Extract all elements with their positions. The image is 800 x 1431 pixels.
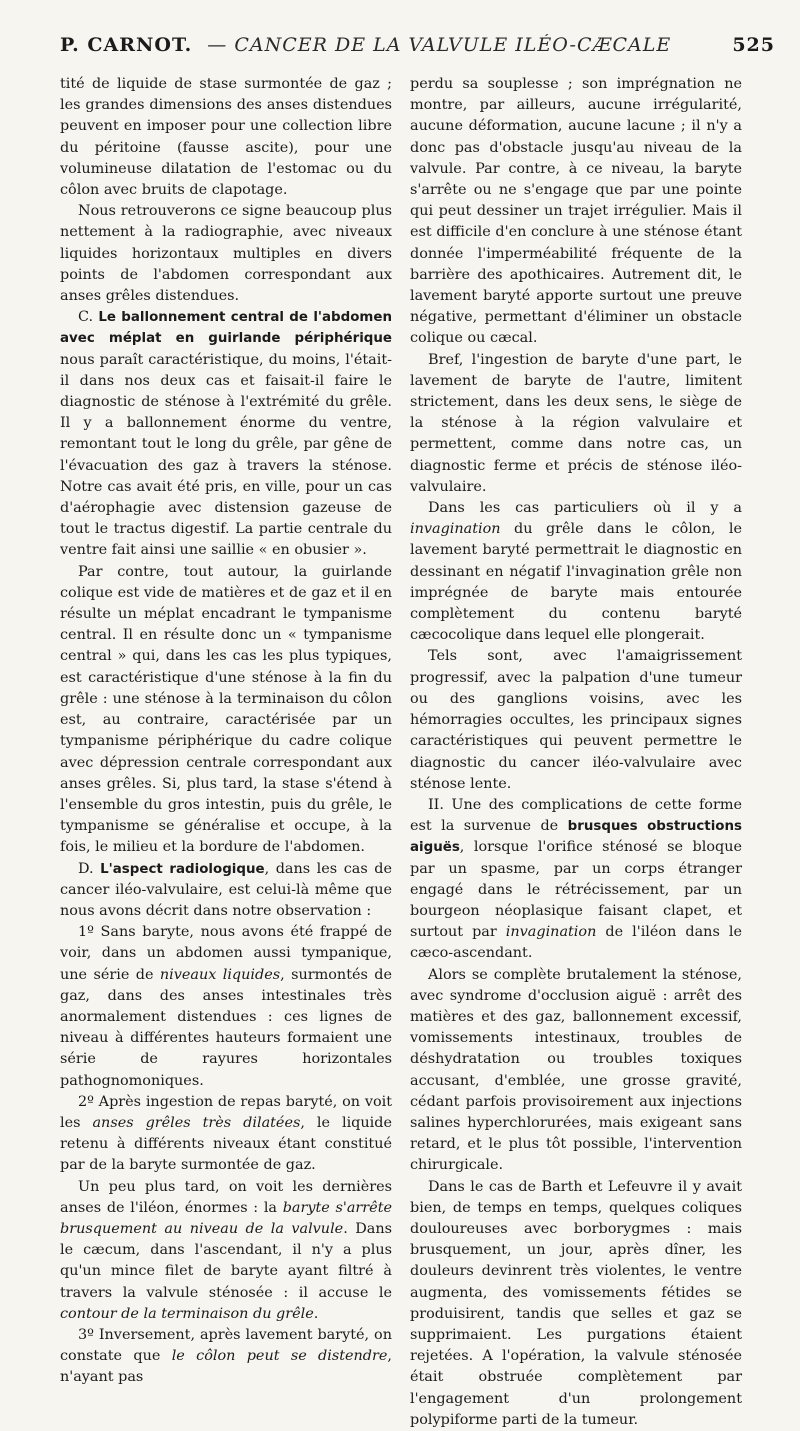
p7-text-b: , le liquide retenu à différents niveaux étant constitué par de la baryte surmontée de gaz. bbox=[60, 1114, 392, 1174]
p7-italic: anses grêles très dilatées bbox=[92, 1114, 301, 1131]
p8-italic-2: contour de la terminaison du grêle bbox=[60, 1305, 314, 1322]
p9-text-b: , n'ayant pas bbox=[60, 1348, 392, 1386]
section-ii-label: II. bbox=[428, 796, 444, 813]
p9-italic: le côlon peut se distendre bbox=[171, 1348, 388, 1365]
section-c-label: C. bbox=[78, 309, 94, 326]
rp5-text-b: , lorsque l'orifice sténosé se bloque par un spasme, par un corps étranger engagé dans le rétrécissement, par un bourgeon néoplasique faisant clapet, et surtout par bbox=[410, 839, 742, 941]
section-d-heading: L'aspect radiologique bbox=[100, 861, 265, 877]
section-ii-paragraph bbox=[410, 795, 742, 965]
p7-text-a: 2º Après ingestion de repas baryté, on voit les bbox=[60, 1093, 392, 1131]
section-d-label: D. bbox=[78, 860, 94, 877]
section-d-text: , dans les cas de cancer iléo-valvulaire, est celui-là même que nous avons décrit dans notre observation : bbox=[60, 860, 392, 919]
left-paragraph-8 bbox=[60, 1177, 392, 1325]
p6-italic: niveaux liquides bbox=[159, 966, 281, 983]
rp5-text-c: de l'iléon dans le cæco-ascendant. bbox=[410, 924, 742, 962]
right-paragraph-1: perdu sa souplesse ; son imprégnation ne montre, par ailleurs, aucune irrégularité, aucune déformation, aucune lacune ; il n'y a donc pas d'obstacle jusqu'au niveau de la valvule. Par contre, à ce niveau, la baryte s'arrête ou ne s'engage que par une pointe qui peut dessiner un trajet irrégulier. Mais il est difficile d'en conclure à une sténose étant donnée l'imperméabilité fréquente de la barrière des apothicaires. Autrement dit, le lavement baryté apporte surtout une preuve négative, permettant d'éliminer un obstacle colique ou cæcal. bbox=[410, 76, 742, 347]
right-paragraph-2: Bref, l'ingestion de baryte d'une part, le lavement de baryte de l'autre, limitent strictement, dans les deux sens, le siège de la sténose à la région valvulaire et permettent, comme dans notre cas, un diagnostic ferme et précis de sténose iléo-valvulaire. bbox=[410, 351, 742, 495]
rp3-text-b: du grêle dans le côlon, le lavement baryté permettrait le diagnostic en dessinant en négatif l'invagination grêle non imprégnée de baryte mais entourée complètement du contenu baryté cæcocolique dans lequel elle plongerait. bbox=[410, 521, 742, 644]
left-column bbox=[60, 74, 392, 1389]
right-paragraph-6: Alors se complète brutalement la sténose, avec syndrome d'occlusion aiguë : arrêt des matières et des gaz, ballonnement excessif, vomissements intestinaux, troubles de déshydratation ou troubles toxiques accusant, d'emblée, une grosse gravité, cédant parfois provisoirement aux injections salines hyperchlorurées, mais exigeant sans retard, et le plus tôt possible, l'intervention chirurgicale. bbox=[410, 966, 742, 1174]
left-paragraph-7 bbox=[60, 1092, 392, 1177]
p8-italic-1: baryte s'arrête brusquement au niveau de la valvule bbox=[60, 1199, 392, 1237]
left-paragraph-4: Par contre, tout autour, la guirlande colique est vide de matières et de gaz et il en résulte un méplat encadrant le tympanisme central. Il en résulte donc un « tympanisme central » qui, dans les cas les plus typiques, est caractéristique d'une sténose à la fin du grêle : une sténose à la terminaison du côlon est, au contraire, caractérisée par un tympanisme périphérique du cadre colique avec dépression centrale correspondant aux anses grêles. Si, plus tard, la stase s'étend à l'ensemble du gros intestin, puis du grêle, le tympanisme se généralise et occupe, à la fois, le milieu et la bordure de l'abdomen. bbox=[60, 563, 392, 856]
page-number: 525 bbox=[732, 34, 775, 56]
p8-text-c: . bbox=[313, 1305, 319, 1322]
rp3-italic: invagination bbox=[410, 521, 501, 538]
right-paragraph-7: Dans le cas de Barth et Lefeuvre il y avait bien, de temps en temps, quelques coliques douloureuses avec borborygmes : mais brusquement, un jour, après dîner, les douleurs devinrent très violentes, le ventre augmenta, des vomissements fétides se produisirent, tandis que selles et gaz se supprimaient. Les purgations étaient rejetées. A l'opération, la valvule sténosée était obstruée complètement par l'engagement d'un prolongement polypiforme parti de la tumeur. bbox=[410, 1178, 742, 1428]
section-d-paragraph bbox=[60, 859, 392, 923]
section-c-heading: Le ballonnement central de l'abdomen avec méplat en guirlande périphérique bbox=[60, 310, 392, 347]
header-author: P. CARNOT. bbox=[60, 34, 193, 56]
p6-text-b: , surmontés de gaz, dans des anses intestinales très anormalement distendues : ces lignes de niveau à différentes hauteurs formaient une série de rayures horizontales pathognomoniques. bbox=[60, 966, 392, 1089]
rp5-text-a: Une des complications de cette forme est la survenue de bbox=[410, 796, 742, 835]
section-c-paragraph bbox=[60, 307, 392, 561]
p8-text-b: . Dans le cæcum, dans l'ascendant, il n'y a plus qu'un mince filet de baryte ayant filtré à travers la valvule sténosée : il accuse le bbox=[60, 1220, 393, 1301]
left-paragraph-9 bbox=[60, 1325, 392, 1389]
right-paragraph-3 bbox=[410, 498, 742, 646]
left-paragraph-6 bbox=[60, 922, 392, 1092]
running-header bbox=[60, 34, 775, 68]
right-paragraph-4: Tels sont, avec l'amaigrissement progressif, avec la palpation d'une tumeur ou des ganglions voisins, avec les hémorragies occultes, les principaux signes caractéristiques qui peuvent permettre le diagnostic du cancer iléo-valvulaire avec sténose lente. bbox=[410, 648, 742, 792]
left-paragraph-1: tité de liquide de stase surmontée de gaz ; les grandes dimensions des anses distendues peuvent en imposer pour une collection libre du péritoine (fausse ascite), pour une volumineuse dilatation de l'estomac ou du côlon avec bruits de clapotage. bbox=[60, 76, 392, 199]
p9-text-a: 3º Inversement, après lavement baryté, on constate que bbox=[60, 1326, 392, 1365]
rp5-italic: invagination bbox=[505, 924, 597, 941]
p8-text-a: Un peu plus tard, on voit les dernières anses de l'iléon, énormes : la bbox=[60, 1178, 392, 1216]
section-c-text: nous paraît caractéristique, du moins, l'était-il dans nos deux cas et faisait-il faire le diagnostic de sténose à l'extrémité du grêle. Il y a ballonnement énorme du ventre, remontant tout le long du grêle, par gêne de l'évacuation des gaz à travers la sténose. Notre cas avait été pris, en ville, pour un cas d'aérophagie avec distension gazeuse de tout le tractus digestif. La partie centrale du ventre fait ainsi une saillie « en obusier ». bbox=[60, 351, 392, 559]
right-column bbox=[410, 74, 742, 1431]
header-running-title: — CANCER DE LA VALVULE ILÉO-CÆCALE bbox=[207, 34, 672, 56]
rp3-text-a: Dans les cas particuliers où il y a bbox=[428, 500, 742, 517]
p6-text-a: 1º Sans baryte, nous avons été frappé de voir, dans un abdomen aussi tympanique, une série de bbox=[60, 924, 392, 983]
section-ii-heading: brusques obstructions aiguës bbox=[410, 819, 743, 856]
left-paragraph-2: Nous retrouverons ce signe beaucoup plus nettement à la radiographie, avec niveaux liquides horizontaux multiples en divers points de l'abdomen correspondant aux anses grêles distendues. bbox=[60, 203, 392, 305]
